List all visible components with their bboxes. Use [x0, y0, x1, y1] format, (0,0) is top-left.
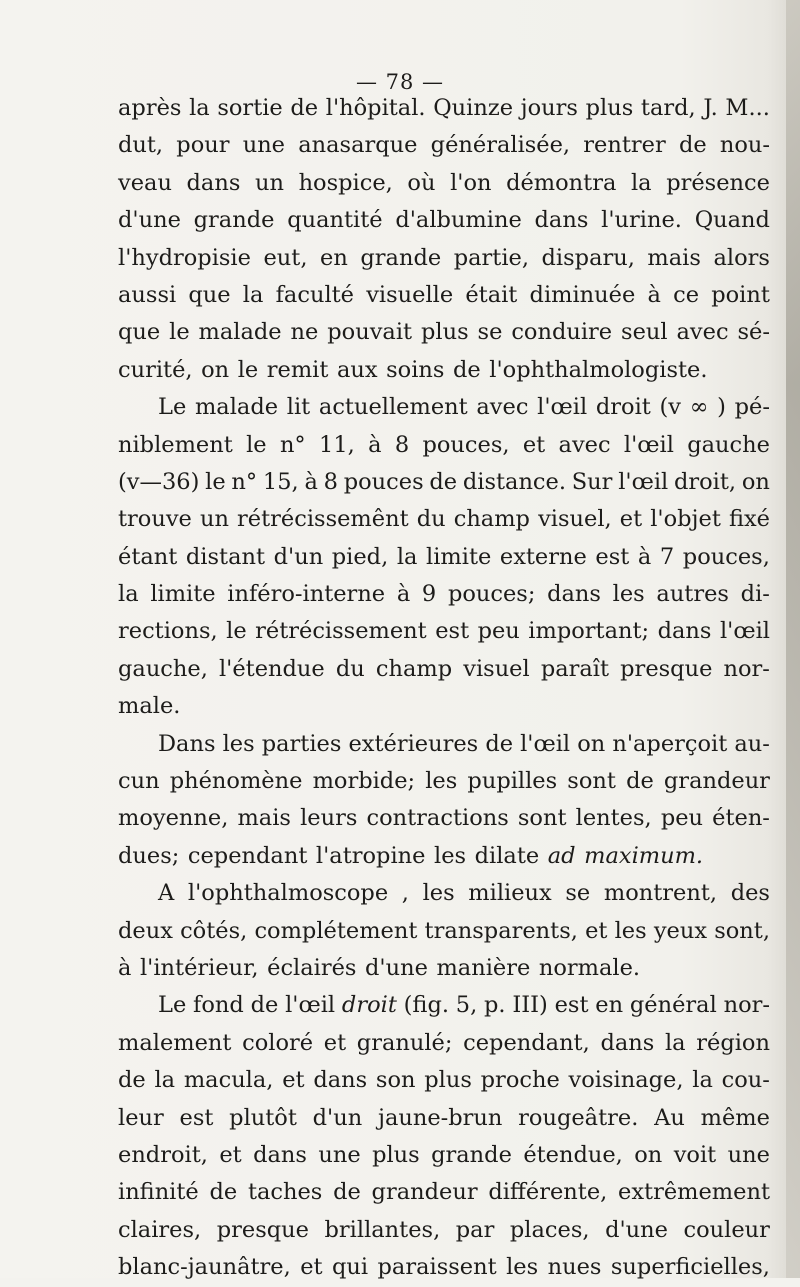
- text-line: de la macula, et dans son plus proche voisinage, la cou-: [118, 1067, 770, 1094]
- text-line: la limite inféro-interne à 9 pouces; dans les autres di-: [118, 581, 770, 608]
- text-line: claires, presque brillantes, par places, d'une couleur: [118, 1216, 770, 1243]
- text-line: Dans les parties extérieures de l'œil on n'aperçoit au-: [158, 730, 770, 757]
- text-line: l'hydropisie eut, en grande partie, disparu, mais alors: [118, 244, 770, 271]
- page-number: — 78 —: [355, 70, 445, 94]
- page-edge-shadow: [786, 0, 800, 1278]
- text-line: cun phénomène morbide; les pupilles sont de grandeur: [118, 768, 770, 795]
- text-line: dues; cependant l'atropine les dilate ad maximum.: [118, 842, 704, 869]
- text-line: à l'intérieur, éclairés d'une manière normale.: [118, 954, 641, 981]
- text-line: moyenne, mais leurs contractions sont lentes, peu éten-: [118, 805, 770, 832]
- text-line: veau dans un hospice, où l'on démontra la présence: [118, 169, 770, 196]
- text-line: Le fond de l'œil droit (fig. 5, p. III) est en général nor-: [158, 992, 770, 1019]
- text-line: niblement le n° 11, à 8 pouces, et avec l'œil gauche: [118, 431, 770, 458]
- text-line: endroit, et dans une plus grande étendue, on voit une: [118, 1141, 770, 1168]
- text-line: aussi que la faculté visuelle était diminuée à ce point: [118, 281, 770, 308]
- body-text: [118, 90, 770, 1287]
- text-line: male.: [118, 693, 181, 720]
- text-line: après la sortie de l'hôpital. Quinze jours plus tard, J. M...: [118, 95, 770, 121]
- text-line: curité, on le remit aux soins de l'ophthalmologiste.: [118, 356, 708, 383]
- text-line: étant distant d'un pied, la limite externe est à 7 pouces,: [118, 543, 770, 570]
- text-line: que le malade ne pouvait plus se conduire seul avec sé-: [118, 319, 770, 346]
- text-line: (v—36) le n° 15, à 8 pouces de distance. Sur l'œil droit, on: [118, 468, 770, 495]
- text-line: blanc-jaunâtre, et qui paraissent les nues superficielles,: [118, 1254, 770, 1281]
- text-line: deux côtés, complétement transparents, et les yeux sont,: [118, 917, 770, 944]
- text-line: Le malade lit actuellement avec l'œil droit (v ∞ ) pé-: [158, 394, 770, 421]
- text-line: gauche, l'étendue du champ visuel paraît presque nor-: [118, 655, 770, 682]
- text-line: leur est plutôt d'un jaune-brun rougeâtre. Au même: [118, 1104, 770, 1131]
- text-line: A l'ophthalmoscope , les milieux se montrent, des: [158, 880, 770, 907]
- text-line: malement coloré et granulé; cependant, dans la région: [118, 1029, 770, 1056]
- text-line: d'une grande quantité d'albumine dans l'urine. Quand: [118, 207, 770, 234]
- text-line: dut, pour une anasarque généralisée, rentrer de nou-: [118, 132, 770, 159]
- text-line: rections, le rétrécissement est peu important; dans l'œil: [118, 618, 770, 645]
- text-line: infinité de taches de grandeur différente, extrêmement: [118, 1179, 770, 1206]
- text-line: trouve un rétrécissemênt du champ visuel, et l'objet fixé: [118, 506, 770, 533]
